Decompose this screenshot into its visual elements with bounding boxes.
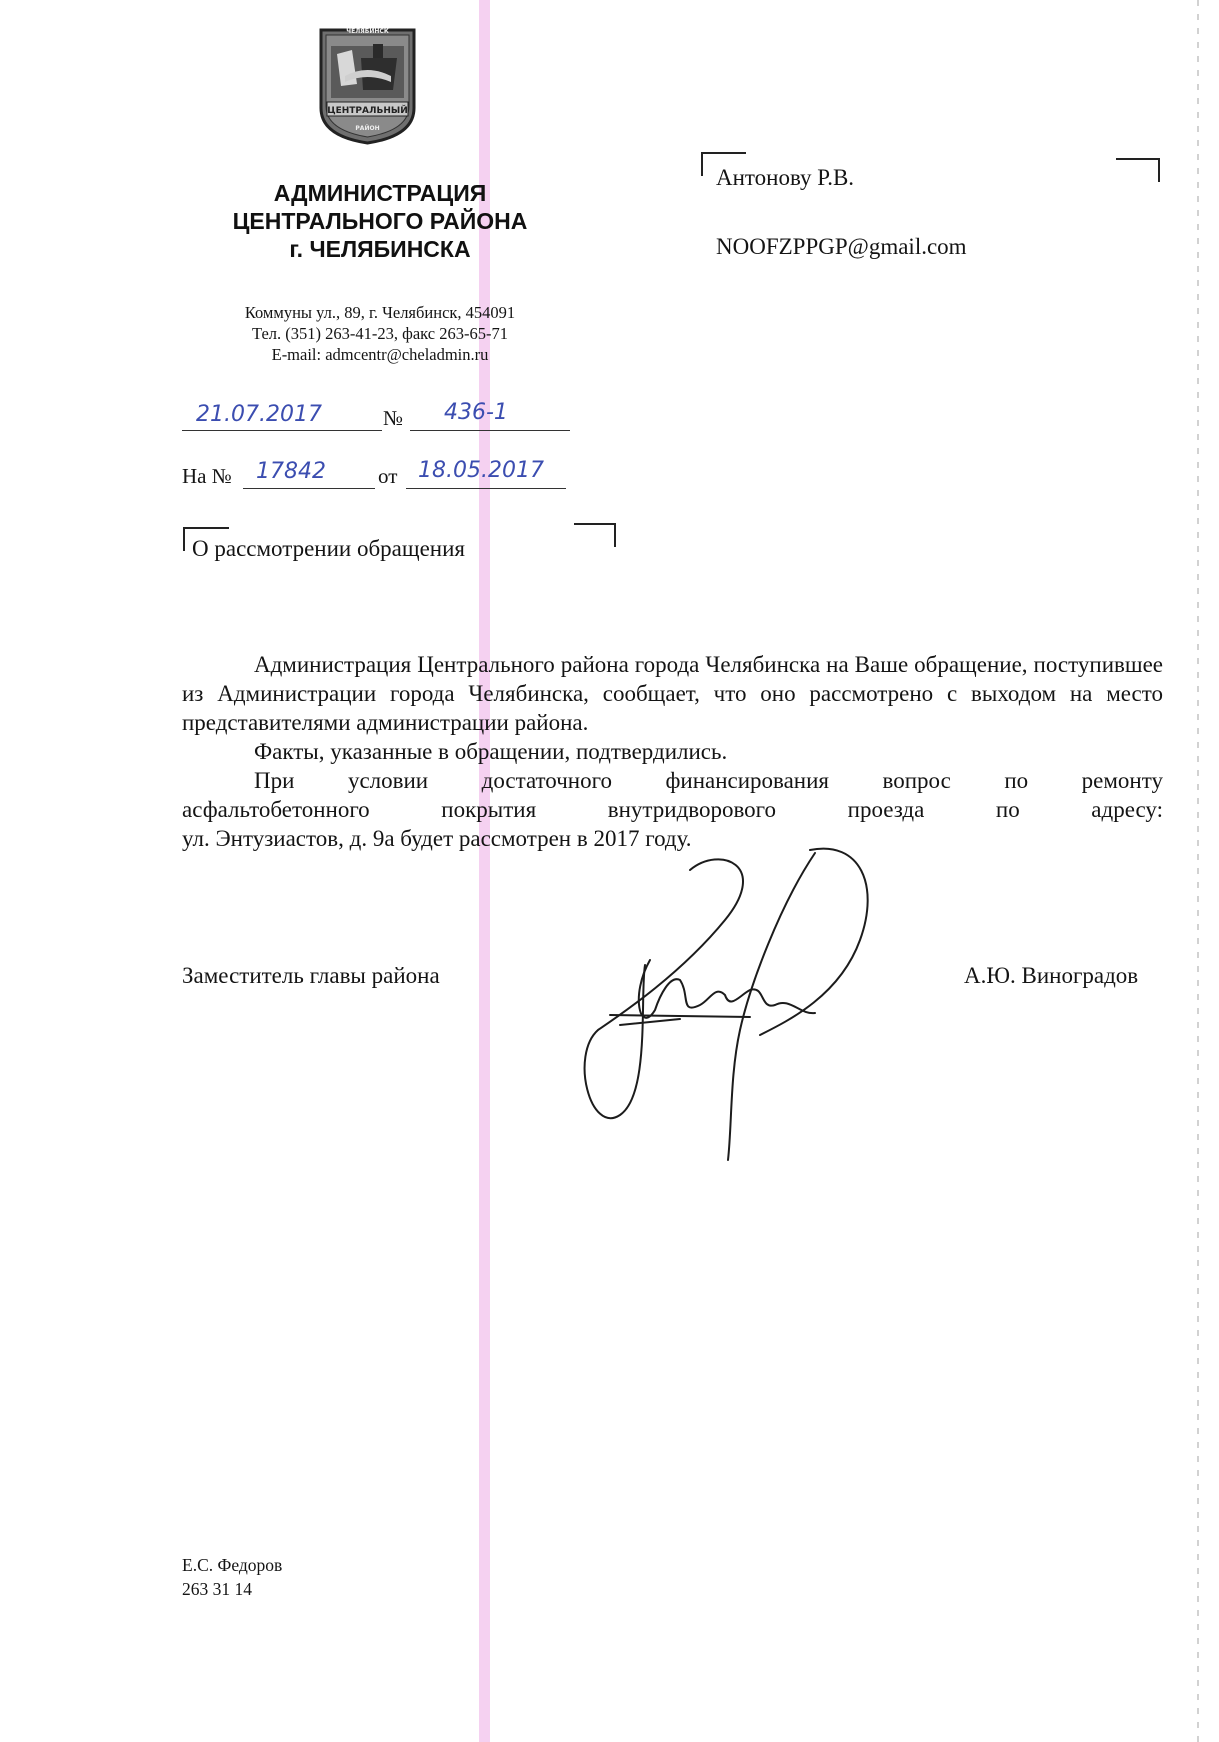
reply-date: 18.05.2017 bbox=[418, 458, 544, 483]
number-label: № bbox=[383, 406, 404, 430]
outgoing-date: 21.07.2017 bbox=[196, 402, 322, 427]
scan-stripe-faint bbox=[1197, 0, 1199, 1742]
number-underline bbox=[410, 430, 570, 431]
emblem-top-text: ЧЕЛЯБИНСК bbox=[346, 28, 389, 35]
subject-corner-right bbox=[574, 523, 616, 547]
outgoing-number: 436-1 bbox=[444, 400, 508, 425]
recipient-email: NOOFZPPGP@gmail.com bbox=[716, 234, 967, 259]
signer-name: А.Ю. Виноградов bbox=[964, 963, 1139, 988]
date-underline bbox=[182, 430, 382, 431]
body-line: При условии достаточного финансирования вопрос по ремонту bbox=[254, 768, 1163, 793]
executor-name: Е.С. Федоров bbox=[182, 1555, 283, 1575]
reply-date-underline bbox=[406, 488, 566, 489]
org-name-line: АДМИНИСТРАЦИЯ bbox=[273, 180, 487, 206]
emblem-bottom-text: РАЙОН bbox=[355, 125, 380, 132]
letter-subject: О рассмотрении обращения bbox=[192, 536, 465, 561]
recipient-corner-right bbox=[1116, 158, 1160, 182]
body-paragraph: Факты, указанные в обращении, подтвердились. bbox=[254, 739, 728, 764]
org-address: Коммуны ул., 89, г. Челябинск, 454091 bbox=[244, 303, 516, 322]
body-paragraph bbox=[182, 766, 1163, 853]
reply-number: 17842 bbox=[256, 459, 326, 484]
org-name-line: г. ЧЕЛЯБИНСКА bbox=[289, 236, 471, 262]
reply-date-label: от bbox=[378, 464, 398, 488]
executor-info bbox=[182, 1553, 282, 1601]
body-line: асфальтобетонного покрытия внутридворового проезда по адресу: bbox=[182, 797, 1163, 822]
reply-number-underline bbox=[243, 488, 375, 489]
body-line: ул. Энтузиастов, д. 9а будет рассмотрен в 2017 году. bbox=[182, 826, 692, 851]
org-name-line: ЦЕНТРАЛЬНОГО РАЙОНА bbox=[232, 208, 528, 234]
reply-number-label: На № bbox=[182, 464, 232, 488]
signer-title: Заместитель главы района bbox=[182, 963, 440, 988]
organization-name bbox=[195, 179, 565, 263]
recipient-name: Антонову Р.В. bbox=[716, 165, 855, 190]
org-phone: Тел. (351) 263-41-23, факс 263-65-71 bbox=[252, 324, 508, 343]
handwritten-signature bbox=[560, 845, 950, 1165]
emblem-band-text: ЦЕНТРАЛЬНЫЙ bbox=[327, 106, 408, 116]
executor-phone: 263 31 14 bbox=[182, 1579, 252, 1599]
coat-of-arms-icon bbox=[317, 24, 418, 145]
org-email: E-mail: admcentr@cheladmin.ru bbox=[271, 345, 489, 364]
organization-contacts bbox=[195, 302, 565, 365]
letter-body bbox=[182, 650, 1163, 853]
body-paragraph: Администрация Центрального района города Челябинска на Ваше обращение, поступившее из Администрации города Челябинска, сообщает, что оно рассмотрено с выходом на место представителями администрации района. bbox=[182, 652, 1163, 735]
